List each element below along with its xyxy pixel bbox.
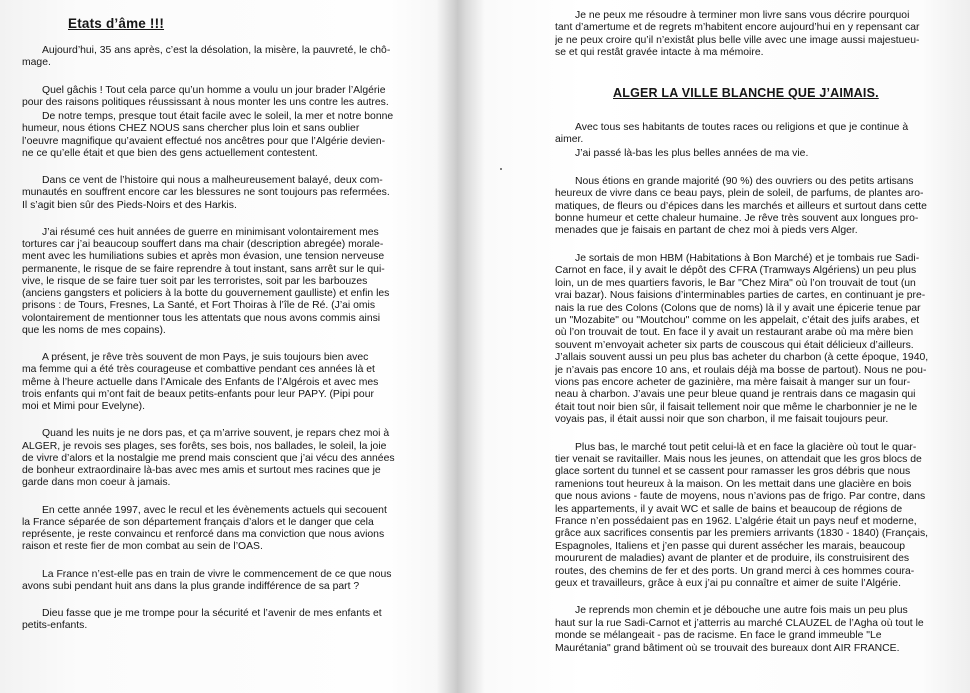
- text-line: était tout noir bien sûr, il faisait tellement noir que même le charbonnier je ne le: [555, 401, 918, 413]
- text-line: où l’on trouvait de tout. En face il y avait un restaurant arabe où ma mère bien: [555, 327, 914, 339]
- text-line: J’allais souvent aussi un peu plus bas acheter du charbon (à cette époque, 1940,: [555, 352, 929, 364]
- text-line: Carnot en face, il y avait le dépôt des CFRA (Tramways Algériens) un peu plus: [555, 265, 917, 277]
- text-line: bonne humeur et cette chaleur humaine. Je rêve très souvent aux longues pro-: [555, 213, 919, 225]
- text-line: grâce aux sacrifices consentis par les premiers arrivants (1830 - 1840) (Français,: [555, 528, 929, 540]
- text-line: Je sortais de mon HBM (Habitations à Bon Marché) et je tombais rue Sadi-: [575, 252, 920, 264]
- text-line: monde se mélangeait - pas de racisme. En face le grand immeuble "Le: [555, 630, 882, 642]
- text-line: que les noms de mes copains).: [22, 324, 166, 336]
- text-line: permanente, le risque de se faire reprendre à tout instant, sans arrêt sur le qui-: [22, 263, 385, 275]
- text-line: vive, le risque de se faire tuer soit par les terroristes, soit par les barbouzes: [22, 275, 368, 287]
- paragraph: [22, 45, 417, 70]
- right-page-title: ALGER LA VILLE BLANCHE QUE J’AIMAIS.: [613, 85, 879, 100]
- text-line: tortures car j’ai beaucoup souffert dans ma chair (description abregée) morale-: [22, 239, 384, 250]
- paragraph: [22, 569, 417, 594]
- text-line: de bonheur extraordinaire là-bas avec mes amis et surtout mes racines que je: [22, 465, 381, 476]
- text-line: munautés en souffrent encore car les blessures ne sont toujours pas refermées.: [22, 187, 390, 199]
- paragraph: [555, 148, 957, 160]
- text-line: matiques, de fleurs ou d’épices dans les marchés et ailleurs et surtout dans cette: [555, 200, 927, 212]
- paragraph: [22, 505, 417, 554]
- paragraph: [22, 352, 417, 413]
- text-line: prisons : de Tours, Fresnes, La Santé, et Fort Thoiras à l’île de Ré. (J’ai omis: [22, 300, 376, 312]
- text-line: se et qui restât gravée intacte à ma mémoire.: [555, 47, 764, 59]
- text-line: Je reprends mon chemin et je débouche une autre fois mais un peu plus: [575, 605, 908, 617]
- text-line: je ne peux croire qu’il n’existât plus belle ville avec une image aussi majestueu-: [555, 34, 920, 46]
- paragraph: [22, 175, 417, 212]
- text-line: ne ce qu’elle était et que bien des gens actuellement contestent.: [22, 147, 318, 159]
- text-line: glace sortent du tunnel et se cassent pour ramasser les gros débris que nous: [555, 466, 911, 478]
- paragraph: [555, 605, 957, 655]
- text-line: geux et travailleurs, grâce à eux j’ai pu connaître et aimer de suite l’Algérie.: [555, 578, 901, 590]
- paragraph: [555, 176, 957, 238]
- text-line: volontairement de mentionner tous les attentats que nous avons commis ainsi: [22, 312, 381, 324]
- text-line: tier venait se ravitailler. Mais nous les jeunes, on attendait que les gros blocs de: [555, 453, 922, 465]
- text-line: aimer.: [555, 134, 584, 146]
- paragraph: [555, 122, 957, 147]
- text-line: même à l’heure actuelle dans l’Amicale des Enfants de l’Algérois et avec mes: [22, 376, 379, 388]
- text-line: menades que je faisais en partant de chez moi à pieds vers Alger.: [555, 225, 858, 237]
- text-line: loin, un de mes quartiers favoris, le Bar "Chez Mira" où l’on trouvait de tout (un: [555, 277, 916, 289]
- text-line: garde dans mon coeur à jamais.: [22, 477, 171, 489]
- text-line: A présent, je rêve très souvent de mon Pays, je suis toujours bien avec: [42, 352, 369, 363]
- paragraph: [555, 442, 957, 591]
- text-line: J’ai résumé ces huit années de guerre en minimisant volontairement mes: [42, 226, 379, 238]
- left-page-body: [22, 45, 417, 633]
- text-line: que nous avions - faute de moyens, nous n’avions pas de frigo. Par contre, dans: [555, 491, 926, 503]
- paragraph: [555, 253, 957, 427]
- text-line: Il s’agit bien sûr des Pieds-Noirs et des Harkis.: [22, 199, 237, 211]
- right-page: [555, 0, 957, 693]
- text-line: Plus bas, le marché tout petit celui-là et en face la glacière où tout le quar-: [575, 441, 917, 453]
- text-line: humeur, nous étions CHEZ NOUS sans chercher plus loin et sans oublier: [22, 123, 360, 135]
- text-line: Je ne peux me résoudre à terminer mon livre sans vous décrire pourquoi: [575, 10, 910, 21]
- text-line: souvent m’envoyait acheter six parts de couscous qui était délicieux d’ailleurs.: [555, 339, 914, 351]
- text-line: un "Mozabite" ou "Moutchou" comme on les appelait, c’était des juifs arabes, et: [555, 314, 920, 326]
- text-line: La France n’est-elle pas en train de vivre le commencement de ce que nous: [42, 568, 392, 580]
- paragraph: [22, 111, 417, 160]
- text-line: avons subi pendant huit ans dans la plus grande indifférence de sa part ?: [22, 580, 360, 592]
- text-line: ment avec les humiliations subies et après mon évasion, une tension nerveuse: [22, 251, 385, 263]
- text-line: Quand les nuits je ne dors pas, et ça m’arrive souvent, je repars chez moi à: [42, 428, 390, 440]
- text-line: voyais pas, il était aussi noir que son charbon, il me faisait toujours peur.: [555, 414, 889, 426]
- text-line: la France séparée de son département français d’alors et le danger que cela: [22, 516, 374, 528]
- text-line: heureux de vivre dans ce beau pays, plein de soleil, de parfums, de plantes aro-: [555, 188, 924, 200]
- text-line: France n’en possédaient pas en 1962. L’algérie était un pays neuf et moderne,: [555, 516, 917, 527]
- text-line: haut sur la rue Sadi-Carnot et j’atterris au marché CLAUZEL de l’Agha où tout le: [555, 617, 924, 629]
- text-line: trois enfants qui m’ont fait de beaux petits-enfants pour leur PAPY. (Pipi pour: [22, 388, 374, 400]
- text-line: Maurétania" grand bâtiment où se trouvait des bureaux dont AIR FRANCE.: [555, 642, 900, 654]
- text-line: l’oeuvre magnifique qu’avaient effectué nos ancêtres pour que l’Algérie devien-: [22, 135, 386, 147]
- text-line: En cette année 1997, avec le recul et les évènements actuels qui secouent: [42, 504, 387, 516]
- spine-mark: [500, 168, 502, 170]
- paragraph: [22, 227, 417, 337]
- text-line: moi et Mimi pour Evelyne).: [22, 401, 145, 412]
- text-line: Aujourd’hui, 35 ans après, c’est la désolation, la misère, la pauvreté, le chô-: [42, 45, 391, 56]
- text-line: J’ai passé là-bas les plus belles années de ma vie.: [575, 148, 809, 160]
- text-line: Dans ce vent de l’histoire qui nous a malheureusement balayé, deux com-: [42, 175, 383, 186]
- text-line: (anciens gangsters et policiers à la botte du gouvernement gaulliste) et enfin les: [22, 288, 390, 299]
- text-line: raison et reste fier de mon combat au sein de l’OAS.: [22, 541, 263, 553]
- text-line: routes, des chemins de fer et des ports. Un grand merci à ces hommes coura-: [555, 565, 915, 577]
- text-line: nais la rue des Colons (Colons que de noms) là il y avait une épicerie tenue par: [555, 302, 921, 314]
- paragraph: [22, 608, 417, 633]
- left-page: [22, 0, 417, 693]
- paragraph: [22, 428, 417, 489]
- right-page-body: [555, 122, 957, 655]
- text-line: vions pas encore acheter de gazinière, ma mère faisait à manger sur un four-: [555, 376, 911, 388]
- text-line: tant d’amertume et de regrets m’habitent encore aujourd’hui en y repensant car: [555, 22, 920, 34]
- text-line: Quel gâchis ! Tout cela parce qu’un homme a voulu un jour brader l’Algérie: [42, 84, 386, 96]
- left-page-title: Etats d’âme !!!: [68, 16, 165, 31]
- text-line: vrai bazar). Nous faisions d’interminables parties de cartes, en continuant je pre-: [555, 290, 926, 302]
- paragraph: [22, 85, 417, 110]
- text-line: mage.: [22, 57, 51, 69]
- text-line: de vivre d’alors et la nostalgie me prend mais conscient que j’ai vécu des années: [22, 452, 395, 464]
- text-line: moururent de maladies) avant de planter et de produire, ils construisirent des: [555, 553, 910, 565]
- text-line: pour des raisons politiques réussissant à nous monter les uns contre les autres.: [22, 96, 389, 108]
- text-line: Espagnoles, Italiens et j’en passe qui durent assécher les marais, beaucoup: [555, 540, 906, 552]
- right-page-intro: [555, 10, 957, 60]
- text-line: ALGER, je revois ses plages, ses forêts, ses bois, nos ballades, le soleil, la joie: [22, 440, 387, 452]
- text-line: Dieu fasse que je me trompe pour la sécurité et l’avenir de mes enfants et: [42, 608, 382, 619]
- text-line: ma femme qui a été très courageuse et combattive pendant ces années là et: [22, 364, 375, 376]
- text-line: Nous étions en grande majorité (90 %) des ouvriers ou des petits artisans: [575, 175, 914, 187]
- text-line: ramenions tout heureux à la maison. On les mettait dans une glacière en bois: [555, 478, 912, 490]
- text-line: neau à charbon. J’avais une peur bleue quand je rentrais dans ce magasin qui: [555, 389, 916, 401]
- text-line: De notre temps, presque tout était facile avec le soleil, la mer et notre bonne: [42, 111, 394, 122]
- text-line: je n’avais pas encore 10 ans, et roulais déjà ma bosse de partout). Nous ne pou-: [555, 364, 927, 376]
- text-line: petits-enfants.: [22, 620, 88, 632]
- text-line: représente, je reste convaincu et renforcé dans ma conviction que nous avions: [22, 529, 385, 540]
- text-line: Avec tous ses habitants de toutes races ou religions et que je continue à: [575, 121, 909, 133]
- text-line: les appartements, il y avait WC et salle de bains et beaucoup de régions de: [555, 503, 903, 515]
